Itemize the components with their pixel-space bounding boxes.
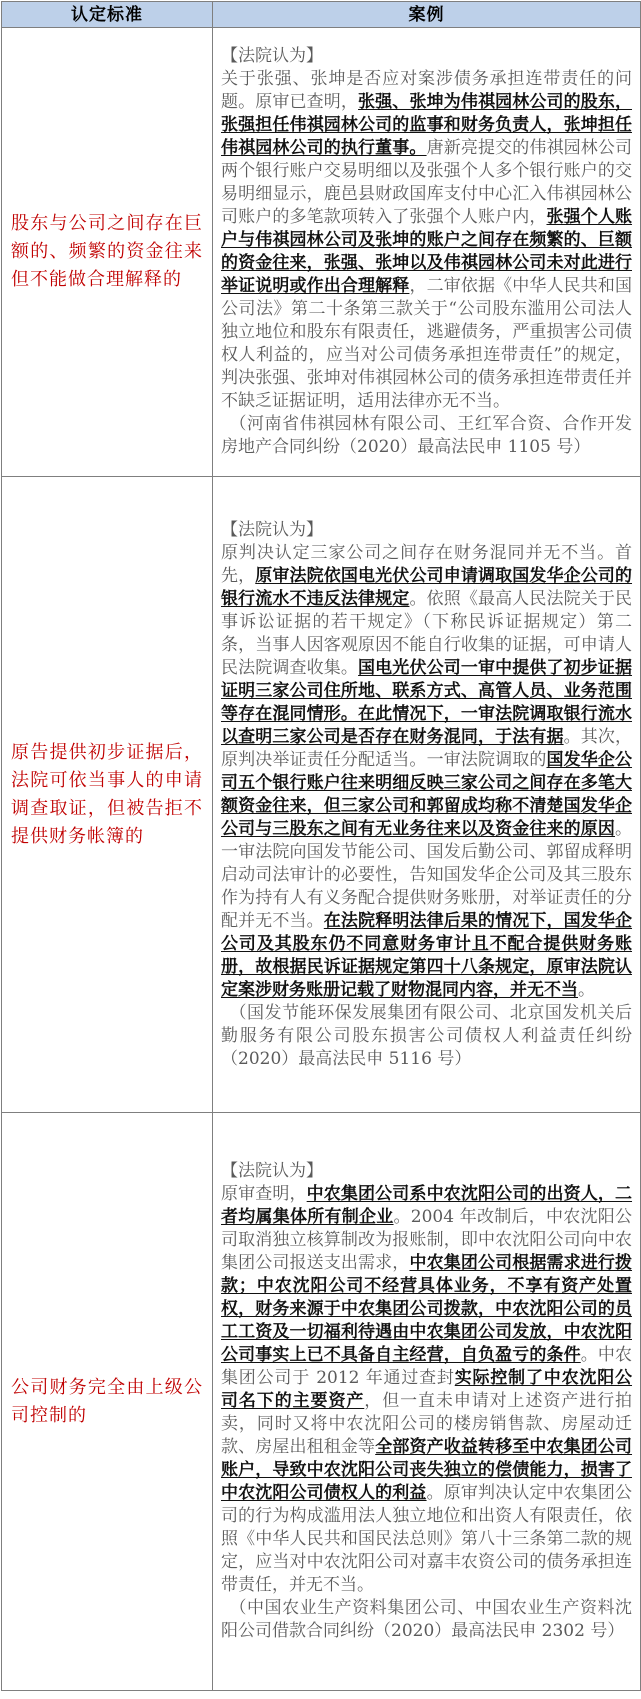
- plain-text: 。中农集团公司于 2012 年通过查封: [221, 1345, 633, 1388]
- table-row: [2, 28, 641, 477]
- emphasis-text: 中农集团公司系中农沈阳公司的出资人，二者均属集体所有制企业: [221, 1184, 633, 1227]
- case-cell: [213, 28, 641, 477]
- plain-text: 。其次，原判决举证责任分配适当。一审法院调取的: [221, 726, 633, 770]
- case-cell: [213, 1113, 641, 1691]
- case-column-header: 案例: [213, 2, 641, 28]
- standard-cell: [2, 28, 213, 477]
- case-body: [221, 1183, 632, 1597]
- standard-cell: [2, 1113, 213, 1691]
- plain-text: 关于张强、张坤是否应对案涉债务承担连带责任的问题。原审已查明，: [221, 69, 632, 112]
- emphasis-text: 实际控制了中农沈阳公司名下的主要资产: [221, 1368, 633, 1411]
- table-row: [2, 477, 641, 1113]
- case-heading: 【法院认为】: [221, 1161, 323, 1181]
- table-header-row: [2, 2, 641, 28]
- emphasis-text: 原审法院依国电光伏公司申请调取国发华企公司的银行流水不违反法律规定: [221, 565, 633, 609]
- table-row: [2, 1113, 641, 1691]
- case-citation: （国发节能环保发展集团有限公司、北京国发机关后勤服务有限公司股东损害公司债权人利益责任纠纷（2020）最高法民申 5116 号）: [221, 1002, 632, 1069]
- plain-text: 。一审法院向国发节能公司、国发后勤公司、郭留成释明启动司法审计的必要性，告知国发华企公司及其三股东作为持有人有义务配合提供财务账册，对举证责任的分配并无不当。: [221, 818, 632, 931]
- standard-text: 公司财务完全由上级公司控制的: [11, 1376, 203, 1426]
- standard-text: 原告提供初步证据后，法院可依当事人的申请调查取证，但被告拒不提供财务帐簿的: [11, 741, 203, 847]
- case-citation: （中国农业生产资料集团公司、中国农业生产资料沈阳公司借款合同纠纷（2020）最高法民申 2302 号）: [221, 1598, 632, 1641]
- plain-text: 。: [578, 979, 595, 1000]
- plain-text: 唐新亮提交的伟祺园林公司两个银行账户交易明细以及张强个人多个银行账户的交易明细显示，鹿邑县财政国库支付中心汇入伟祺园林公司账户的多笔款项转入了张强个人账户内，: [221, 138, 633, 227]
- plain-text: 原判决认定三家公司之间存在财务混同并无不当。首先，: [221, 542, 632, 586]
- standard-cell: [2, 477, 213, 1113]
- case-cell: [213, 477, 641, 1113]
- case-body: [221, 542, 632, 1002]
- standard-text: 股东与公司之间存在巨额的、频繁的资金往来但不能做合理解释的: [11, 213, 203, 290]
- plain-text: 。依照《最高人民法院关于民事诉讼证据的若干规定》（下称民诉证据规定）第二条，当事人因客观原因不能自行收集的证据，可申请人民法院调查收集。: [221, 588, 633, 678]
- emphasis-text: 国发华企公司五个银行账户往来明细反映三家公司之间存在多笔大额资金往来，但三家公司和郭留成均称不清楚国发华企公司与三股东之间有无业务往来以及资金往来的原因: [221, 749, 633, 839]
- emphasis-text: 全部资产收益转移至中农集团公司账户，导致中农沈阳公司丧失独立的偿债能力，损害了中农沈阳公司债权人的利益: [221, 1437, 633, 1503]
- emphasis-text: 张强、张坤为伟祺园林公司的股东，张强担任伟祺园林公司的监事和财务负责人，张坤担任伟祺园林公司的执行董事。: [221, 92, 633, 158]
- emphasis-text: 中农集团公司根据需求进行拨款；中农沈阳公司不经营具体业务，不享有资产处置权，财务来源于中农集团公司拨款，中农沈阳公司的员工工资及一切福利待遇由中农集团公司发放，中农沈阳公司事实上已不具备自主经营，自负盈亏的条件: [221, 1253, 633, 1365]
- plain-text: 原审查明，: [221, 1184, 307, 1204]
- case-body: [221, 68, 632, 413]
- emphasis-text: 在法院释明法律后果的情况下，国发华企公司及其股东仍不同意财务审计且不配合提供财务账册，故根据民诉证据规定第四十八条规定，原审法院认定案涉财务账册记载了财物混同内容，并无不当: [221, 910, 633, 1000]
- plain-text: 。2004 年改制后，中农沈阳公司取消独立核算制改为报账制，即中农沈阳公司向中农集团公司报送支出需求，: [221, 1207, 633, 1273]
- plain-text: ，二审依据《中华人民共和国公司法》第二十条第三款关于“公司股东滥用公司法人独立地位和股东有限责任，逃避债务，严重损害公司债权人利益的，应当对公司债务承担连带责任”的规定，判决张强、张坤对伟祺园林公司的债务承担连带责任并不缺乏证据证明，适用法律亦无不当。: [221, 276, 633, 411]
- criteria-case-table: [1, 1, 641, 1691]
- emphasis-text: 国电光伏公司一审中提供了初步证据证明三家公司住所地、联系方式、高管人员、业务范围等存在混同情形。在此情况下，一审法院调取银行流水以查明三家公司是否存在财务混同，于法有据: [221, 657, 633, 747]
- case-heading: 【法院认为】: [221, 519, 323, 540]
- standard-column-header: 认定标准: [2, 2, 213, 28]
- emphasis-text: 张强个人账户与伟祺园林公司及张坤的账户之间存在频繁的、巨额的资金往来，张强、张坤以及伟祺园林公司未对此进行举证说明或作出合理解释: [221, 207, 633, 296]
- plain-text: 。原审判决认定中农集团公司的行为构成滥用法人独立地位和出资人有限责任，依照《中华人民共和国民法总则》第八十三条第二款的规定，应当对中农沈阳公司对嘉丰农资公司的债务承担连带责任，并无不当。: [221, 1483, 633, 1595]
- case-citation: （河南省伟祺园林有限公司、王红军合资、合作开发房地产合同纠纷（2020）最高法民申 1105 号）: [221, 414, 632, 457]
- plain-text: ，但一直未申请对上述资产进行拍卖，同时又将中农沈阳公司的楼房销售款、房屋动迁款、房屋出租租金等: [221, 1391, 633, 1457]
- case-heading: 【法院认为】: [221, 46, 323, 66]
